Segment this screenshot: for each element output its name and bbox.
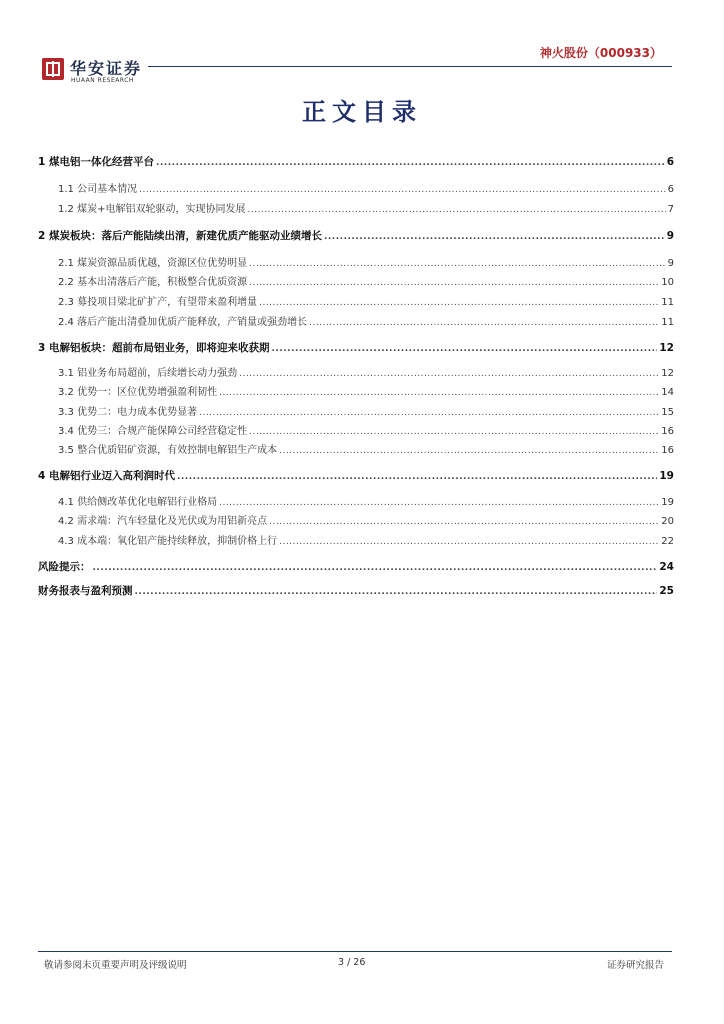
toc-entry[interactable] (38, 340, 674, 356)
toc-leader-dots (135, 585, 658, 597)
toc-entry[interactable] (38, 422, 674, 438)
toc-leader-dots (249, 426, 659, 437)
toc-entry[interactable] (38, 313, 674, 329)
toc-leader-dots (219, 497, 659, 508)
toc-entry[interactable] (38, 559, 674, 575)
toc-leader-dots (279, 536, 659, 547)
toc-entry-page: 16 (661, 445, 674, 456)
toc-entry-page: 15 (661, 407, 674, 418)
toc-leader-dots (279, 445, 659, 456)
toc-entry[interactable] (38, 493, 674, 509)
toc-entry-label: 3.3 优势二：电力成本优势显著 (58, 407, 198, 418)
footer-report-type: 证券研究报告 (606, 960, 664, 971)
toc-entry[interactable] (38, 468, 674, 484)
brand-name: 华安证券 (70, 59, 143, 78)
toc-leader-dots (247, 204, 665, 215)
page-title: 正文目录 (302, 97, 422, 126)
toc-entry-page: 20 (661, 516, 674, 527)
footer-page-number: 3 / 26 (338, 957, 366, 968)
toc-leader-dots (249, 258, 666, 269)
toc-entry-label: 3.1 铝业务布局超前，后续增长动力强劲 (58, 368, 238, 379)
toc-entry-page: 12 (661, 368, 674, 379)
stock-name: 神火股份（000933） (539, 46, 662, 60)
toc-entry[interactable] (38, 364, 674, 380)
toc-entry-label: 4.2 需求端：汽车轻量化及光伏或为用铝新亮点 (58, 516, 268, 527)
toc-leader-dots (199, 407, 659, 418)
header-divider (148, 66, 672, 67)
company-logo-icon (42, 58, 64, 80)
toc-entry[interactable] (38, 228, 674, 244)
toc-entry-page: 11 (661, 317, 674, 328)
toc-entry-label: 4.3 成本端：氧化铝产能持续释放，抑制价格上行 (58, 536, 278, 547)
footer-divider (38, 951, 672, 952)
toc-leader-dots (219, 387, 659, 398)
toc-entry[interactable] (38, 180, 674, 196)
toc-entry-label: 2.4 落后产能出清叠加优质产能释放，产销量或强劲增长 (58, 317, 308, 328)
toc-entry-label: 2.1 煤炭资源品质优越，资源区位优势明显 (58, 258, 248, 269)
toc-entry[interactable] (38, 532, 674, 548)
toc-entry[interactable] (38, 403, 674, 419)
toc-entry-label: 2.2 基本出清落后产能，积极整合优质资源 (58, 277, 248, 288)
toc-leader-dots (239, 368, 659, 379)
toc-leader-dots (259, 297, 659, 308)
toc-entry-label: 2 煤炭板块：落后产能陆续出清，新建优质产能驱动业绩增长 (38, 230, 322, 242)
toc-entry-page: 25 (659, 585, 674, 597)
toc-entry[interactable] (38, 293, 674, 309)
toc-entry-label: 1 煤电铝一体化经营平台 (38, 156, 154, 168)
toc-entry-label: 财务报表与盈利预测 (38, 585, 133, 597)
toc-entry[interactable] (38, 383, 674, 399)
toc-entry-page: 9 (666, 230, 674, 242)
toc-entry[interactable] (38, 254, 674, 270)
toc-leader-dots (309, 317, 659, 328)
toc-entry-label: 2.3 募投项目梁北矿扩产，有望带来盈利增量 (58, 297, 258, 308)
toc-entry-page: 22 (661, 536, 674, 547)
toc-entry-page: 11 (661, 297, 674, 308)
toc-entry-page: 7 (667, 204, 674, 215)
toc-entry[interactable] (38, 154, 674, 170)
toc-leader-dots (139, 184, 666, 195)
toc-entry-page: 24 (659, 561, 674, 573)
toc-entry-label: 4.1 供给侧改革优化电解铝行业格局 (58, 497, 218, 508)
toc-entry-page: 14 (661, 387, 674, 398)
toc-entry-label: 3.2 优势一：区位优势增强盈利韧性 (58, 387, 218, 398)
toc-entry-page: 9 (667, 258, 674, 269)
toc-entry-label: 4 电解铝行业迈入高利润时代 (38, 470, 175, 482)
toc-entry[interactable] (38, 583, 674, 599)
footer-disclaimer: 敬请参阅末页重要声明及评级说明 (44, 960, 187, 971)
toc-entry-label: 1.1 公司基本情况 (58, 184, 138, 195)
toc-entry-label: 3 电解铝板块：超前布局铝业务，即将迎来收获期 (38, 342, 270, 354)
toc-entry[interactable] (38, 200, 674, 216)
toc-leader-dots (156, 156, 665, 168)
toc-entry-page: 19 (659, 470, 674, 482)
toc-leader-dots (249, 277, 659, 288)
toc-entry-label: 1.2 煤炭+电解铝双轮驱动，实现协同发展 (58, 204, 246, 215)
toc-entry-page: 6 (666, 156, 674, 168)
toc-entry-page: 19 (661, 497, 674, 508)
toc-leader-dots (93, 561, 658, 573)
toc-entry-page: 10 (661, 277, 674, 288)
toc-entry-label: 3.4 优势三：合规产能保障公司经营稳定性 (58, 426, 248, 437)
page-header (0, 0, 724, 90)
toc-leader-dots (324, 230, 665, 242)
toc-entry-label: 3.5 整合优质铝矿资源，有效控制电解铝生产成本 (58, 445, 278, 456)
toc-entry-page: 16 (661, 426, 674, 437)
toc-entry-page: 12 (659, 342, 674, 354)
toc-entry-page: 6 (667, 184, 674, 195)
toc-entry-label: 风险提示： (38, 561, 91, 573)
toc-leader-dots (177, 470, 657, 482)
toc-entry[interactable] (38, 512, 674, 528)
toc-leader-dots (271, 342, 657, 354)
toc-leader-dots (269, 516, 659, 527)
toc-entry[interactable] (38, 273, 674, 289)
brand-name-en: HUAAN RESEARCH (71, 77, 134, 84)
toc-entry[interactable] (38, 441, 674, 457)
